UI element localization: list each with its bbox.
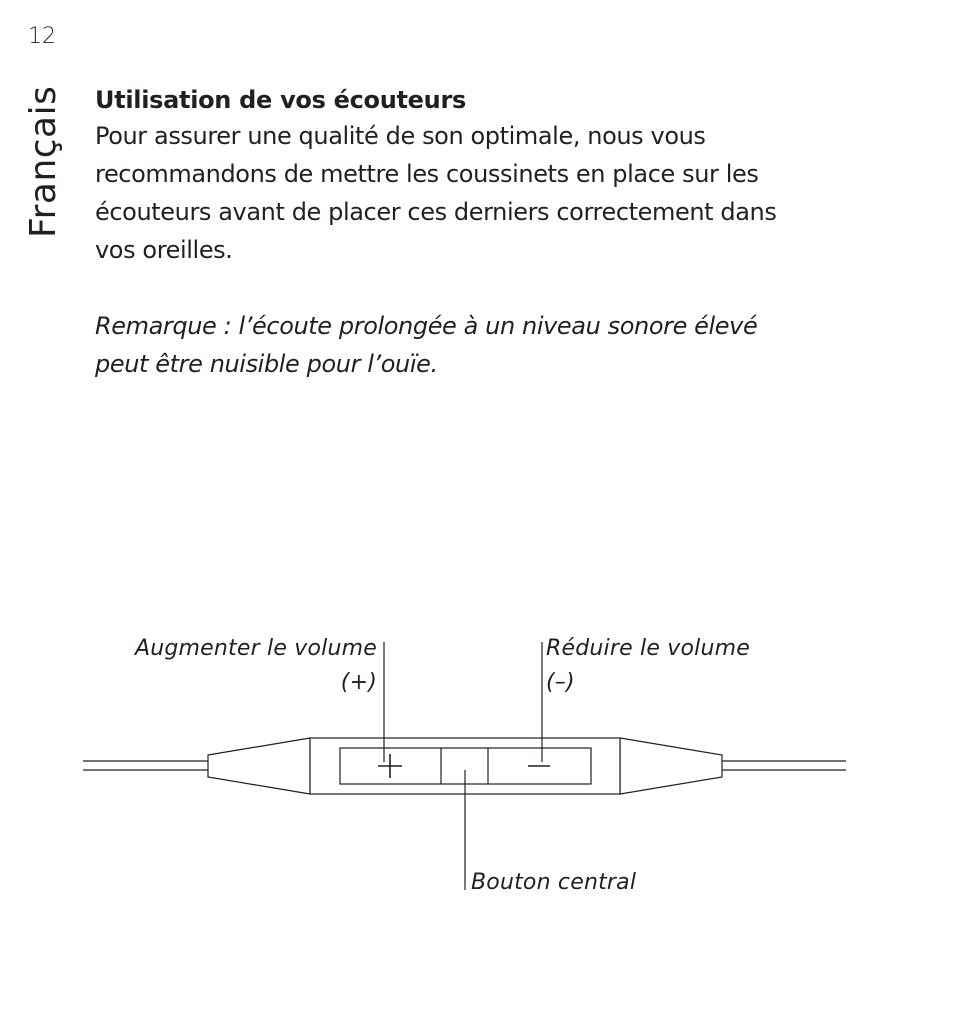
volume-down-symbol: (–) [546,670,575,695]
language-tab: Français [23,85,64,238]
volume-down-label: Réduire le volume [546,636,750,661]
remote-taper-left [208,738,310,794]
section-body [95,117,875,269]
center-button-label: Bouton central [471,870,637,895]
body-line: vos oreilles. [95,236,233,264]
section-title: Utilisation de vos écouteurs [95,86,466,114]
remote-taper-right [620,738,722,794]
note-line: Remarque : l’écoute prolongée à un niveau sonore élevé [95,312,758,340]
volume-down-callout [546,632,750,700]
section-content [95,83,875,383]
note-line: peut être nuisible pour l’ouïe. [95,350,438,378]
center-button-callout [471,866,636,900]
volume-up-callout [135,632,377,700]
warning-note [95,307,875,383]
volume-up-label: Augmenter le volume [134,636,377,661]
body-line: Pour assurer une qualité de son optimale, nous vous [95,122,706,150]
volume-up-symbol: (+) [340,670,377,695]
body-line: écouteurs avant de placer ces derniers correctement dans [95,198,777,226]
body-line: recommandons de mettre les coussinets en place sur les [95,160,759,188]
page-number: 12 [28,24,56,49]
